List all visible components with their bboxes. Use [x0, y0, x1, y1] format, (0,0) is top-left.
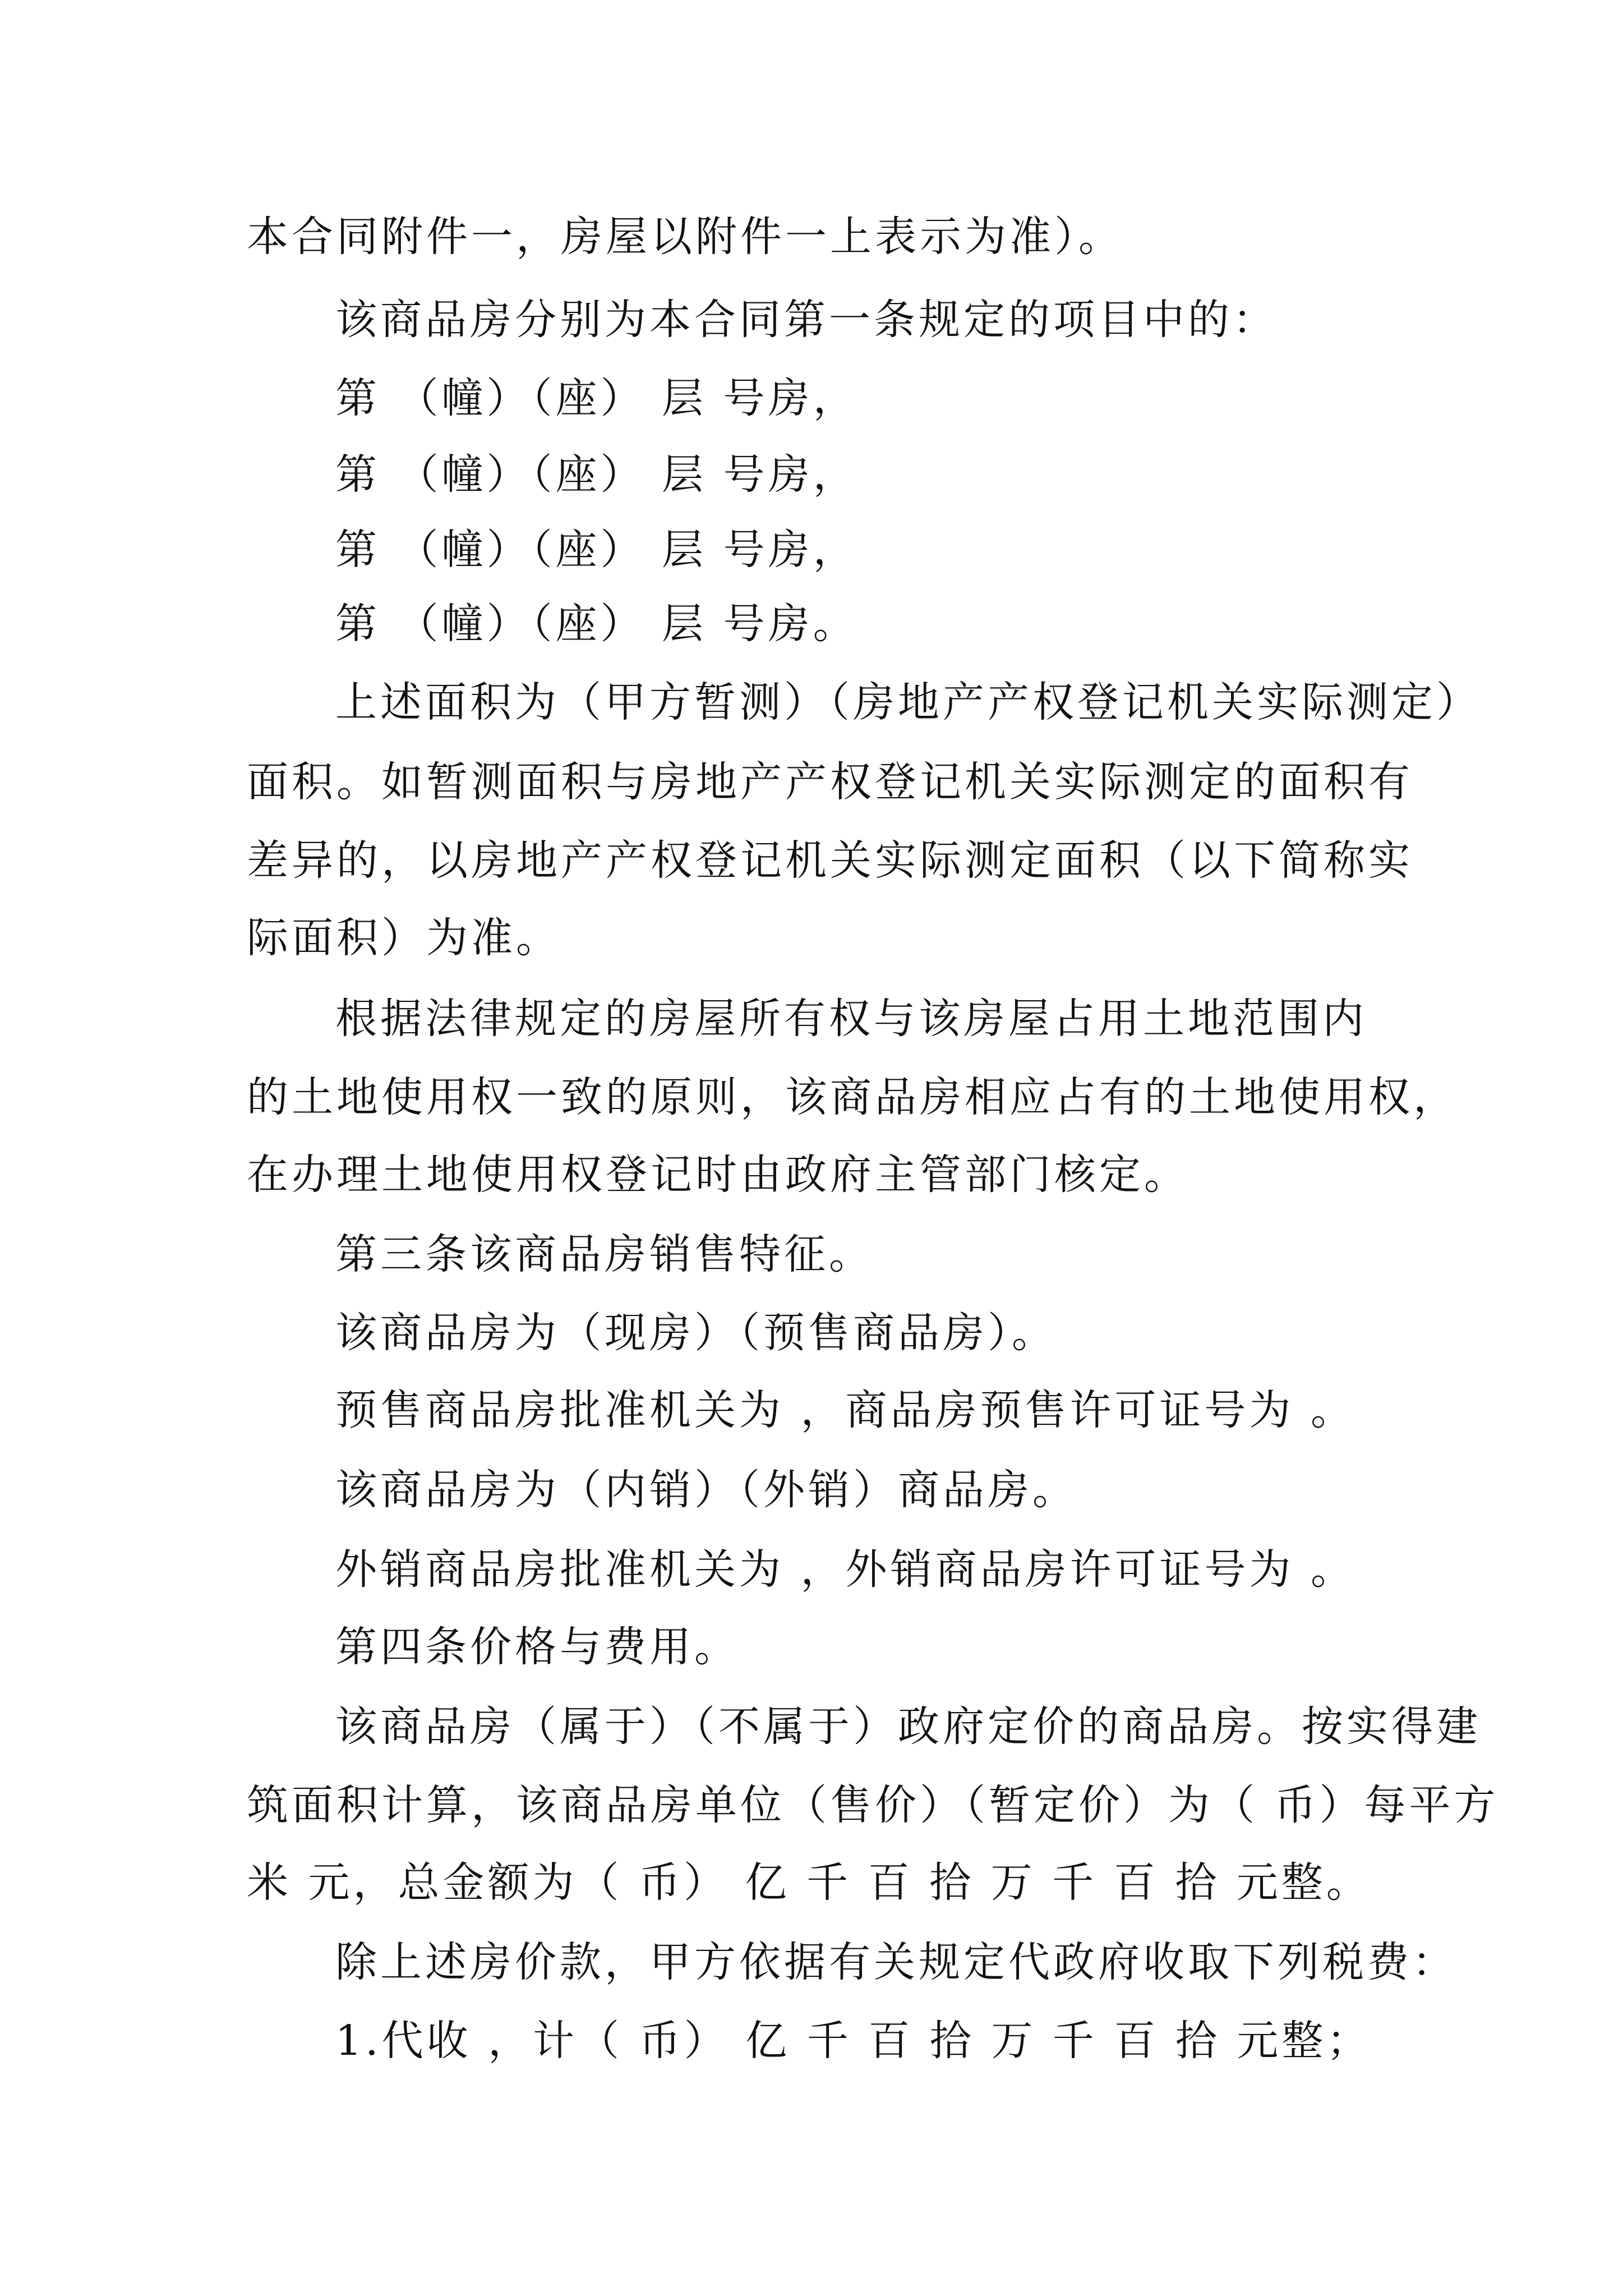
paragraph-line: 本合同附件一，房屋以附件一上表示为准）。: [247, 213, 1123, 261]
paragraph-line: 1.代收 ，计（ 币） 亿 千 百 拾 万 千 百 拾 元整；: [335, 2017, 1372, 2065]
paragraph-line: 该商品房为（内销）（外销）商品房。: [335, 1466, 1077, 1514]
paragraph-line: 筑面积计算，该商品房单位（售价）（暂定价）为（ 币）每平方: [247, 1781, 1499, 1829]
paragraph-line: 在办理土地使用权登记时由政府主管部门核定。: [247, 1151, 1189, 1199]
paragraph-line: 差异的，以房地产产权登记机关实际测定面积（以下简称实: [247, 836, 1413, 885]
paragraph-line: 除上述房价款，甲方依据有关规定代政府收取下列税费：: [335, 1938, 1457, 1986]
paragraph-line: 第 （幢）（座） 层 号房，: [335, 374, 858, 422]
paragraph-line: 面积。如暂测面积与房地产产权登记机关实际测定的面积有: [247, 758, 1413, 806]
paragraph-line: 的土地使用权一致的原则，该商品房相应占有的土地使用权，: [247, 1073, 1458, 1121]
paragraph-line: 第 （幢）（座） 层 号房。: [335, 600, 858, 648]
paragraph-line: 该商品房（属于）（不属于）政府定价的商品房。按实得建: [335, 1703, 1481, 1751]
paragraph-line: 上述面积为（甲方暂测）（房地产产权登记机关实际测定）: [335, 678, 1481, 726]
paragraph-line: 第四条价格与费用。: [335, 1623, 739, 1671]
paragraph-line: 第 （幢）（座） 层 号房，: [335, 526, 858, 574]
paragraph-line: 外销商品房批准机关为 ，外销商品房许可证号为 。: [335, 1545, 1356, 1594]
paragraph-line: 第 （幢）（座） 层 号房，: [335, 450, 858, 499]
paragraph-line: 预售商品房批准机关为 ，商品房预售许可证号为 。: [335, 1386, 1356, 1434]
paragraph-line: 第三条该商品房销售特征。: [335, 1230, 874, 1278]
paragraph-line: 根据法律规定的房屋所有权与该房屋占用土地范围内: [335, 995, 1367, 1043]
paragraph-line: 该商品房分别为本合同第一条规定的项目中的：: [335, 296, 1278, 344]
paragraph-line: 米 元，总金额为（ 币） 亿 千 百 拾 万 千 百 拾 元整。: [247, 1858, 1371, 1907]
paragraph-line: 该商品房为（现房）（预售商品房）。: [335, 1309, 1057, 1357]
paragraph-line: 际面积）为准。: [247, 914, 561, 962]
